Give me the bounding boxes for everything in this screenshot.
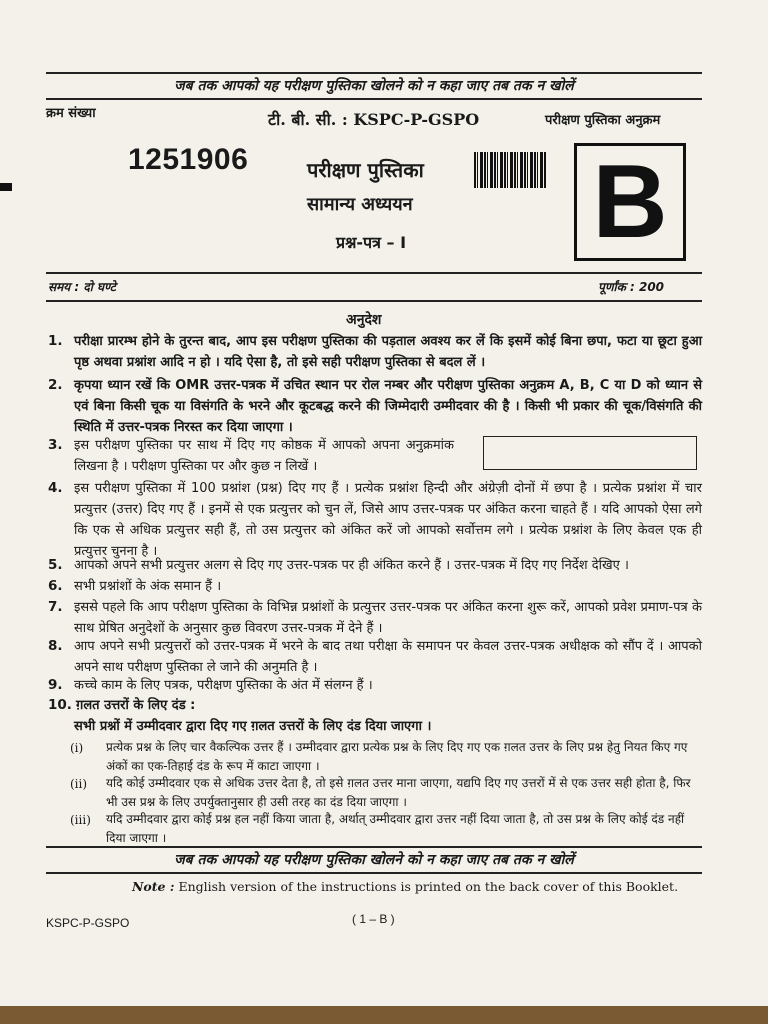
instruction-text: इससे पहले कि आप परीक्षण पुस्तिका के विभिन्न प्रश्नांशों के प्रत्युत्तर उत्तर-पत्रक पर अंकित करना शुरू करें, आपको प्रवेश प्रमाण-पत्र के साथ प्रेषित अनुदेशों के अनुसार कुछ विवरण उत्तर-पत्रक में देने हैं ।	[74, 600, 702, 636]
binding-mark	[0, 183, 12, 191]
time-rule	[46, 300, 702, 302]
footer-code: KSPC-P-GSPO	[46, 916, 130, 930]
penalty-item-text: यदि उम्मीदवार द्वारा कोई प्रश्न हल नहीं किया जाता है, अर्थात् उम्मीदवार द्वारा उत्तर नहीं दिया जाता है, तो उस प्रश्न के लिए कोई दंड नहीं दिया जाएगा ।	[106, 812, 685, 845]
top-rule	[46, 72, 702, 74]
instruction-text: इस परीक्षण पुस्तिका में 100 प्रश्नांश (प्रश्न) दिए गए हैं । प्रत्येक प्रश्नांश हिन्दी और अंग्रेज़ी दोनों में छपा है । प्रत्येक प्रश्नांश में चार प्रत्युत्तर (उत्तर) दिए गए हैं । इनमें से एक प्रत्युत्तर को चुन लें, जिसे आप उत्तर-पत्रक पर अंकित करना चाहते हैं । यदि आपको ऐसा लगे कि एक से अधिक प्रत्युत्तर सही हैं, तो उस प्रत्युत्तर को अंकित करें जो आपको सर्वोत्तम लगे । प्रत्येक प्रश्नांश के लिए केवल एक ही प्रत्युत्तर चुनना है ।	[74, 481, 702, 559]
booklet-title: परीक्षण पुस्तिका	[307, 158, 424, 182]
instruction-text: परीक्षा प्रारम्भ होने के तुरन्त बाद, आप इस परीक्षण पुस्तिका की पड़ताल अवश्य कर लें कि इसमें कोई बिना छपा, फटा या छूटा हुआ पृष्ठ अथवा प्रश्नांश आदि न हो । यदि ऐसा है, तो इसे सही परीक्षण पुस्तिका से बदल लें ।	[74, 334, 702, 370]
note-text: English version of the instructions is printed on the back cover of this Booklet.	[178, 879, 679, 894]
do-not-open-banner-bottom: जब तक आपको यह परीक्षण पुस्तिका खोलने को न कहा जाए तब तक न खोलें	[174, 852, 574, 868]
penalty-heading: सभी प्रश्नों में उम्मीदवार द्वारा दिए गए ग़लत उत्तरों के लिए दंड दिया जाएगा ।	[74, 719, 432, 734]
banner-rule	[46, 98, 702, 100]
do-not-open-banner-top: जब तक आपको यह परीक्षण पुस्तिका खोलने को न कहा जाए तब तक न खोलें	[174, 78, 574, 94]
instruction-text: सभी प्रश्नांशों के अंक समान हैं ।	[74, 579, 222, 594]
table-surface	[0, 1006, 768, 1024]
paper-title: प्रश्न-पत्र – I	[336, 233, 407, 252]
serial-number: 1251906	[128, 143, 249, 176]
english-note	[132, 879, 678, 894]
instruction-text: आपको अपने सभी प्रत्युत्तर अलग से दिए गए उत्तर-पत्रक पर ही अंकित करने हैं । उत्तर-पत्रक में दिए गए निर्देश देखिए ।	[74, 558, 629, 573]
instruction-number: 9.	[48, 677, 63, 693]
series-letter-box	[574, 143, 686, 261]
roll-number-box[interactable]	[483, 436, 697, 470]
time-allowed: समय : दो घण्टे	[48, 280, 116, 294]
instruction-text: कच्चे काम के लिए पत्रक, परीक्षण पुस्तिका के अंत में संलग्न हैं ।	[74, 678, 373, 693]
instruction-number: 4.	[48, 480, 63, 496]
penalty-item-number: (iii)	[70, 813, 91, 827]
tbc-code: टी. बी. सी. : KSPC-P-GSPO	[268, 110, 480, 129]
instruction-number: 2.	[48, 377, 63, 393]
page-number: ( 1 – B )	[352, 912, 395, 926]
note-label: Note :	[132, 879, 175, 894]
instruction-number: 10.	[48, 697, 72, 713]
bottom-banner-rule	[46, 872, 702, 874]
max-marks: पूर्णांक : 200	[598, 280, 665, 294]
subject-title: सामान्य अध्ययन	[307, 194, 413, 215]
instruction-text: कृपया ध्यान रखें कि OMR उत्तर-पत्रक में उचित स्थान पर रोल नम्बर और परीक्षण पुस्तिका अनुक्रम A, B, C या D को ध्यान से एवं बिना किसी चूक या विसंगति के भरने और कूटबद्ध करने की जिम्मेदारी उम्मीदवार की है । किसी भी प्रकार की चूक/विसंगति की स्थिति में उत्तर-पत्रक निरस्त कर दिया जाएगा ।	[74, 378, 702, 435]
instruction-number: 5.	[48, 557, 63, 573]
instruction-text: ग़लत उत्तरों के लिए दंड :	[76, 698, 196, 713]
instruction-number: 3.	[48, 437, 63, 453]
instruction-text: इस परीक्षण पुस्तिका पर साथ में दिए गए कोष्ठक में आपको अपना अनुक्रमांक लिखना है । परीक्षण पुस्तिका पर और कुछ न लिखें ।	[74, 438, 454, 474]
penalty-item-number: (i)	[70, 741, 84, 755]
penalty-item-text: प्रत्येक प्रश्न के लिए चार वैकल्पिक उत्तर हैं । उम्मीदवार द्वारा प्रत्येक प्रश्न के लिए दिए गए एक ग़लत उत्तर के लिए प्रश्न हेतु नियत किए गए अंकों का एक-तिहाई दंड के रूप में काटा जाएगा ।	[106, 740, 688, 773]
series-label: परीक्षण पुस्तिका अनुक्रम	[545, 113, 661, 128]
header-rule	[46, 272, 702, 274]
penalty-item-text: यदि कोई उम्मीदवार एक से अधिक उत्तर देता है, तो इसे ग़लत उत्तर माना जाएगा, यद्यपि दिए गए उत्तरों में से एक उत्तर सही होता है, फिर भी उस प्रश्न के लिए उपर्युक्तानुसार ही उसी तरह का दंड दिया जाएगा ।	[106, 776, 691, 809]
barcode	[474, 152, 546, 188]
instructions-title: अनुदेश	[346, 312, 382, 328]
instruction-number: 1.	[48, 333, 63, 349]
penalty-item-number: (ii)	[70, 777, 88, 791]
instruction-number: 7.	[48, 599, 63, 615]
instruction-number: 6.	[48, 578, 63, 594]
bottom-banner-rule-top	[46, 846, 702, 848]
instruction-number: 8.	[48, 638, 63, 654]
serial-label: क्रम संख्या	[46, 106, 96, 121]
series-letter: B	[592, 144, 668, 260]
instruction-text: आप अपने सभी प्रत्युत्तरों को उत्तर-पत्रक में भरने के बाद तथा परीक्षा के समापन पर केवल उत्तर-पत्रक अधीक्षक को सौंप दें । आपको अपने साथ परीक्षण पुस्तिका ले जाने की अनुमति है ।	[74, 639, 702, 675]
